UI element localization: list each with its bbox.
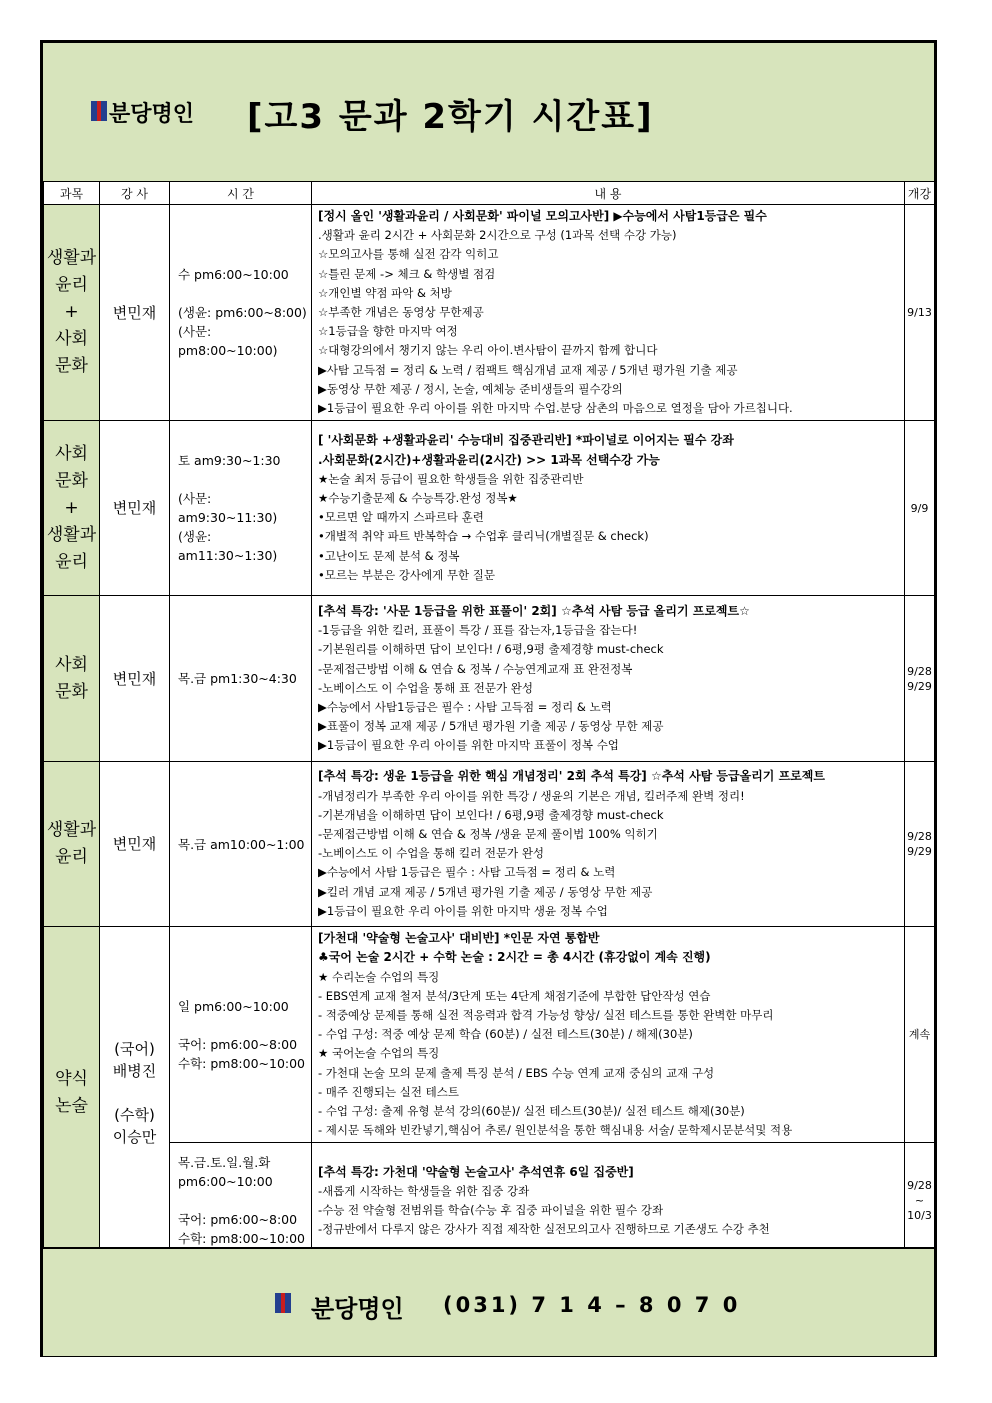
content-line: •모르는 부분은 강사에게 무한 질문 [318,567,495,582]
table-row [44,1143,935,1259]
start-line: 10/3 [907,1209,932,1223]
content-line: .생활과 윤리 2시간 + 사회문화 2시간으로 구성 (1과목 선택 수강 가능) [318,228,677,243]
table-row [44,205,935,421]
content-line: -수능 전 약술형 전범위를 학습(수능 후 집중 파이널을 위한 필수 강좌 [318,1202,664,1217]
time-cell [170,762,312,927]
content-cell [312,596,905,762]
content-line: ★ 수리논술 수업의 특징 [318,969,440,984]
time-line: (생윤: pm6:00~8:00) [178,305,307,321]
start-date-cell [905,421,935,596]
teacher-cell [100,762,170,927]
content-line: ♣국어 논술 2시간 + 수학 논술 : 2시간 = 총 4시간 (휴강없이 계속 진행) [318,950,711,965]
subject-line: 윤리 [55,847,88,868]
subject-line: 문화 [55,470,88,491]
time-line: 목.금.토.일.월.화 [178,1155,271,1171]
teacher-line [100,1082,169,1104]
content-line: -개념정리가 부족한 우리 아이를 위한 특강 / 생윤의 기본은 개념, 킬러주제 완벽 정리! [318,788,745,803]
time-cell [170,927,312,1143]
teacher-line: (수학) [114,1105,155,1124]
time-line: 목.금 pm1:30~4:30 [178,671,297,687]
time-cell [170,205,312,421]
teacher-cell [100,205,170,421]
subject-cell [44,421,100,596]
start-date-cell [905,1143,935,1259]
teacher-line: 변민재 [112,835,157,854]
content-line: - 수업 구성: 출제 유형 분석 강의(60분)/ 실전 테스트(30분)/ 실전 테스트 해제(30분) [318,1104,745,1119]
time-cell [170,1143,312,1259]
time-line: (사문: pm8:00~10:00) [178,324,278,359]
teacher-line: (국어) [114,1039,155,1058]
subject-line: + [64,302,79,323]
table-row [44,421,935,596]
footer-brand-name: 분당명인 [311,1295,404,1323]
time-cell [170,421,312,596]
content-line: ▶수능에서 사탐 1등급은 필수 : 사탐 고득점 = 정리 & 노력 [318,865,616,880]
brand-name: 분당명인 [109,102,195,127]
content-line: .사회문화(2시간)+생활과윤리(2시간) >> 1과목 선택수강 가능 [318,452,660,467]
content-line: - EBS연계 교재 철저 분석/3단계 또는 4단계 채점기준에 부합한 답안작성 연습 [318,988,711,1003]
start-date-cell [905,927,935,1143]
start-line: 9/28 [907,664,932,678]
content-line: ▶표풀이 정복 교재 제공 / 5개년 평가원 기출 제공 / 동영상 무한 제공 [318,719,664,734]
subject-cell [44,205,100,421]
subject-line: 문화 [55,681,88,702]
start-line: 9/29 [907,845,932,859]
subject-cell [44,762,100,927]
time-line: 수학: pm8:00~10:00 [178,1055,306,1071]
subject-line: 윤리 [55,551,88,572]
content-line: •고난이도 문제 분석 & 정복 [318,548,460,563]
table-row [44,927,935,1143]
content-line: ▶수능에서 사탐1등급은 필수 : 사탐 고득점 = 정리 & 노력 [318,699,612,714]
table-row [44,596,935,762]
content-line: -새롭게 시작하는 학생들을 위한 집중 강좌 [318,1183,530,1198]
start-line: ~ [914,1194,925,1208]
col-header-subject: 과목 [44,182,100,205]
subject-line: 생활과 [46,248,97,269]
phone-number: (031) 7 1 4 – 8 0 7 0 [443,1293,741,1317]
col-header-time: 시 간 [170,182,312,205]
time-line: (생윤: am11:30~1:30) [178,529,278,564]
content-line: -기본개념을 이해하면 답이 보인다! / 6평,9평 출제경향 must-check [318,807,664,822]
content-line: [추석 특강: 가천대 '약술형 논술고사' 추석연휴 6일 집중반] [318,1164,634,1179]
subject-line: 사회 [55,329,88,350]
content-line: ▶1등급이 필요한 우리 아이를 위한 마지막 생윤 정복 수업 [318,903,608,918]
content-line: ☆틀린 문제 -> 체크 & 학생별 점검 [318,266,496,281]
schedule-table [43,181,935,1259]
teacher-line: 변민재 [112,499,157,518]
start-line: 9/28 [907,1179,932,1193]
content-line: ▶사탐 고득점 = 정리 & 노력 / 컴팩트 핵심개념 교재 제공 / 5개년 평가원 기출 제공 [318,362,738,377]
page-title: [고3 문과 2학기 시간표] [247,97,654,137]
subject-cell [44,596,100,762]
time-line [178,1191,311,1210]
content-line: ☆개인별 약점 파악 & 처방 [318,285,452,300]
col-header-teacher: 강 사 [100,182,170,205]
content-line: ★수능기출문제 & 수능특강.완성 정복★ [318,491,518,506]
subject-line: 사회 [55,654,88,675]
start-line: 9/9 [910,501,929,515]
subject-line: 사회 [55,443,88,464]
subject-line: 논술 [55,1095,88,1116]
time-line: (사문: am9:30~11:30) [178,491,278,526]
teacher-cell [100,596,170,762]
timetable-frame [40,40,937,1357]
footer [43,1247,934,1356]
content-line: -문제접근방법 이해 & 연습 & 정복 /생윤 문제 풀이법 100% 익히기 [318,827,658,842]
start-date-cell [905,205,935,421]
start-line: 9/28 [907,830,932,844]
content-cell [312,1143,905,1259]
start-line: 계속 [908,1028,931,1042]
content-line: ★ 국어논술 수업의 특징 [318,1046,440,1061]
teacher-cell [100,927,170,1259]
time-line: 수학: pm8:00~10:00 [178,1231,306,1247]
header [43,43,934,183]
content-line: ▶킬러 개념 교재 제공 / 5개년 평가원 기출 제공 / 동영상 무한 제공 [318,884,653,899]
time-line: 목.금 am10:00~1:00 [178,836,305,852]
content-line: ▶1등급이 필요한 우리 아이를 위한 마지막 표풀이 정복 수업 [318,738,619,753]
content-line: ★논술 최저 등급이 필요한 학생들을 위한 집중관리반 [318,471,584,486]
teacher-cell [100,421,170,596]
content-line: [정시 올인 '생활과윤리 / 사회문화' 파이널 모의고사반] ▶수능에서 사탐1등급은 필수 [318,209,767,223]
subject-line: 생활과 [46,524,97,545]
col-header-start: 개강 [905,182,935,205]
content-line: -정규반에서 다루지 않은 강사가 직접 제작한 실전모의고사 진행하므로 기존생도 수강 추천 [318,1222,770,1237]
time-line: 일 pm6:00~10:00 [178,998,289,1014]
teacher-line: 이승만 [112,1127,157,1146]
table-header-row [44,182,935,205]
start-date-cell [905,762,935,927]
content-line: - 수업 구성: 적중 예상 문제 학습 (60분) / 실전 테스트(30분) / 해제(30분) [318,1027,693,1042]
time-line: pm6:00~10:00 [178,1174,273,1190]
time-line: 수 pm6:00~10:00 [178,267,289,283]
subject-line: 윤리 [55,275,88,296]
subject-line: 약식 [55,1068,88,1089]
table-row [44,762,935,927]
time-line: 국어: pm6:00~8:00 [178,1212,298,1228]
content-line: ▶1등급이 필요한 우리 아이를 위한 마지막 수업.분당 삼촌의 마음으로 열정을 담아 가르칩니다. [318,401,793,416]
content-line: -노베이스도 이 수업을 통해 표 전문가 완성 [318,680,533,695]
time-line: 토 am9:30~1:30 [178,453,281,469]
time-line [178,1016,311,1035]
time-line [178,284,311,303]
content-line: ▶동영상 무한 제공 / 정시, 논술, 예체능 준비생들의 필수강의 [318,381,623,396]
content-line: [가천대 '약술형 논술고사' 대비반] *인문 자연 통합반 [318,931,600,946]
subject-line: 생활과 [46,820,97,841]
content-line: -1등급을 위한 킬러, 표풀이 특강 / 표를 잡는자,1등급을 잡는다! [318,623,638,638]
content-line: -문제접근방법 이해 & 연습 & 정복 / 수능연계교재 표 완전정복 [318,661,633,676]
content-line: -기본원리를 이해하면 답이 보인다! / 6평,9평 출제경향 must-check [318,642,664,657]
content-line: - 적중예상 문제를 통해 실전 적응력과 합격 가능성 향상/ 실전 테스트를 통한 완벽한 마무리 [318,1008,774,1023]
content-cell [312,762,905,927]
start-line: 9/29 [907,679,932,693]
content-line: ☆부족한 개념은 동영상 무한제공 [318,305,484,320]
teacher-line: 배병진 [112,1061,157,1080]
subject-line: 문화 [55,356,88,377]
start-line: 9/13 [907,306,932,320]
content-line: •개별적 취약 파트 반복학습 → 수업후 클리닉(개별질문 & check) [318,529,649,544]
content-line: ☆대형강의에서 챙기지 않는 우리 아이.변사탐이 끝까지 함께 합니다 [318,343,658,358]
start-date-cell [905,596,935,762]
content-line: [추석 특강: '사문 1등급을 위한 표풀이' 2회] ☆추석 사탐 등급 올리기 프로젝트☆ [318,603,750,618]
content-cell [312,205,905,421]
time-line: 국어: pm6:00~8:00 [178,1036,298,1052]
content-line: - 가천대 논술 모의 문제 출제 특징 분석 / EBS 수능 연계 교재 중심의 교재 구성 [318,1065,715,1080]
content-line: •모르면 알 때까지 스파르타 훈련 [318,510,484,525]
content-cell [312,421,905,596]
content-line: -노베이스도 이 수업을 통해 킬러 전문가 완성 [318,846,545,861]
content-cell [312,927,905,1143]
subject-line: + [64,497,79,518]
teacher-line: 변민재 [112,669,157,688]
content-line: ☆모의고사를 통해 실전 감각 익히고 [318,247,499,262]
content-line: ☆1등급을 향한 마지막 여정 [318,324,458,339]
time-cell [170,596,312,762]
content-line: [추석 특강: 생윤 1등급을 위한 핵심 개념정리' 2회 추석 특강] ☆추석 사탐 등급올리기 프로젝트 [318,769,825,784]
content-line: [ '사회문화 +생활과윤리' 수능대비 집중관리반] *파이널로 이어지는 필수 강좌 [318,433,734,448]
content-line: - 제시문 독해와 빈칸넣기,핵심어 추론/ 원인분석을 통한 핵심내용 서술/ 문학제시문분석및 적용 [318,1123,793,1138]
content-line: - 매주 진행되는 실전 테스트 [318,1084,459,1099]
time-line [178,470,311,489]
subject-cell [44,927,100,1259]
teacher-line: 변민재 [112,303,157,322]
col-header-content: 내 용 [312,182,905,205]
